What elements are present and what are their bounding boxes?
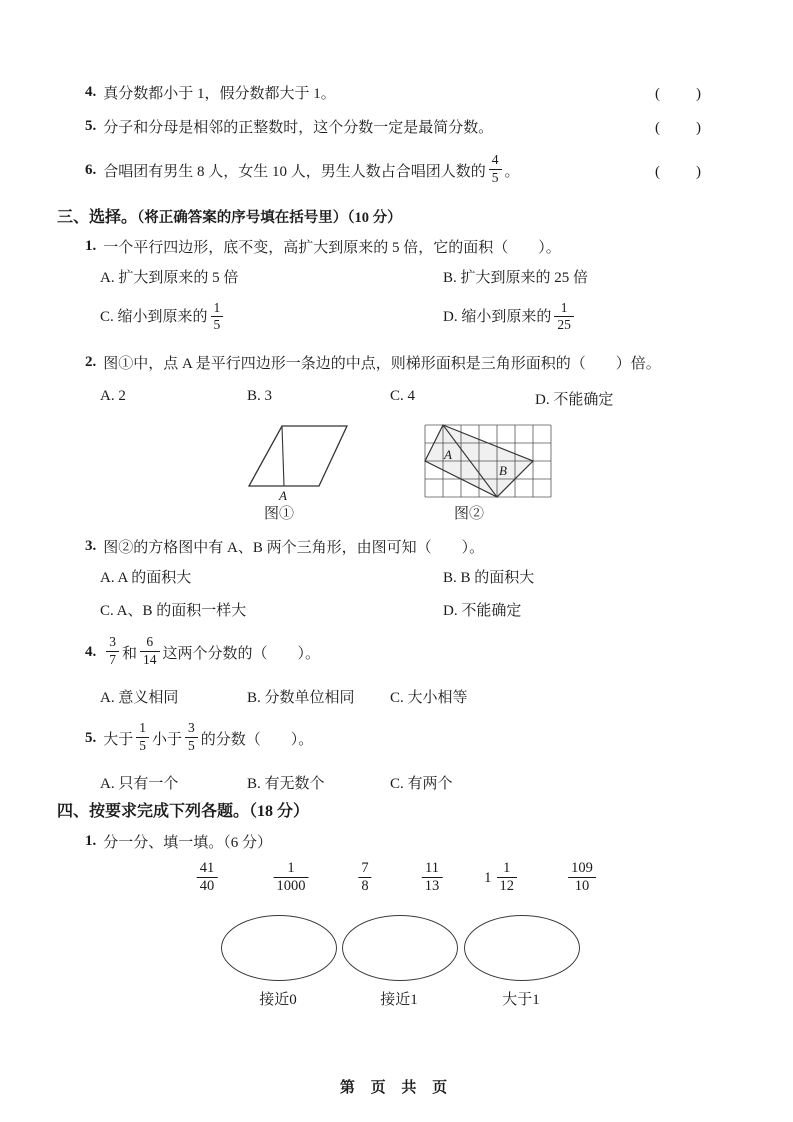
question-number: 1. [85,833,97,849]
triangle-a-label: A [444,447,452,462]
question-text-end: 的分数（ ）。 [200,731,314,748]
fraction-numerator: 41 [199,860,215,876]
option-text: D. 缩小到原来的 [443,309,552,326]
point-a-label: A [279,488,287,502]
fraction-denominator: 1000 [274,877,309,894]
figure-2-caption: 图② [454,506,485,522]
question-number: 5. [85,118,97,134]
question-text-pre: 大于 [103,731,134,748]
q2-option-b: B. 3 [247,388,273,404]
judge-item-5 [85,116,703,137]
question-number: 4. [85,643,97,660]
section-3-note: （将正确答案的序号填在括号里）（10 分） [137,210,402,226]
bin-label-near-1: 接近1 [380,992,418,1008]
question-text: 合唱团有男生 8 人，女生 10 人，男生人数占合唱团人数的 [103,163,486,180]
fraction-denominator: 12 [497,877,518,894]
fraction-numerator: 3 [109,634,116,650]
answer-bracket: ( ) [655,120,703,136]
sort-fraction-11-13 [419,862,446,895]
fraction-numerator: 6 [146,634,154,650]
q3-option-d: D. 不能确定 [443,603,522,619]
question-number: 6. [85,161,97,178]
q4-option-a: A. 意义相同 [100,690,179,706]
fraction-denominator: 14 [140,651,160,667]
fraction-1-25 [554,301,574,332]
mixed-number-whole: 1 [484,870,492,887]
figure-1-parallelogram [245,422,351,502]
bin-ellipse-greater-1 [464,915,580,981]
q2-option-a: A. 2 [100,388,126,404]
question-text: 图②的方格图中有 A、B 两个三角形，由图可知（ ）。 [103,540,485,556]
question-text-mid: 和 [122,645,138,662]
choice-q5 [85,718,313,758]
question-number: 1. [85,238,97,254]
fraction-numerator: 4 [491,152,499,168]
fraction-denominator: 5 [185,737,198,753]
judge-item-6 [85,150,703,190]
fraction-denominator: 8 [358,877,371,894]
question-text: 一个平行四边形，底不变，高扩大到原来的 5 倍，它的面积（ ）。 [103,240,561,256]
q2-option-d: D. 不能确定 [535,392,614,408]
q1-option-c [100,302,226,333]
sort-fraction-1-and-1-12 [484,862,520,895]
option-text: C. 缩小到原来的 [100,309,208,326]
parallelogram-shape [249,426,347,486]
q2-option-c: C. 4 [390,388,416,404]
fraction-6-14 [140,635,160,666]
q1-option-b: B. 扩大到原来的 25 倍 [443,270,589,286]
q5-option-c: C. 有两个 [390,776,453,792]
figure-2-grid-triangles [424,424,552,498]
midpoint-line [282,426,284,486]
fraction-denominator: 25 [554,316,574,332]
bin-label-greater-1: 大于1 [502,992,540,1008]
fraction-denominator: 10 [568,877,596,894]
q4-option-c: C. 大小相等 [390,690,468,706]
fraction-denominator: 13 [422,877,443,894]
triangle-b-label: B [499,463,507,478]
sort-fraction-7-8 [355,862,374,895]
question-text: 分一分、填一填。（6 分） [103,835,273,851]
fraction-1-5 [211,301,224,332]
task-q1 [85,831,272,852]
fraction-numerator: 1 [287,860,295,876]
fraction-denominator: 5 [489,169,502,185]
q3-option-c: C. A、B 的面积一样大 [100,603,247,619]
fractions-row [0,862,793,908]
section-3-heading [57,204,402,227]
question-text: 真分数都小于 1，假分数都大于 1。 [103,86,336,102]
sort-fraction-109-10 [565,862,599,895]
sort-fraction-1-1000 [271,862,312,895]
fraction-3-7 [106,635,119,666]
fraction-denominator: 40 [197,877,218,894]
q1-option-a: A. 扩大到原来的 5 倍 [100,270,239,286]
q1-option-d [443,302,577,333]
fraction-denominator: 7 [106,651,119,667]
choice-q4 [85,632,320,672]
q5-option-a: A. 只有一个 [100,776,179,792]
question-text-end: 这两个分数的（ ）。 [162,645,321,662]
choice-q2 [85,352,661,373]
bin-ellipse-near-1 [342,915,458,981]
answer-bracket: ( ) [655,163,703,180]
q4-option-b: B. 分数单位相同 [247,690,355,706]
question-text-mid: 小于 [152,731,183,748]
question-number: 3. [85,538,97,554]
question-text-end: 。 [504,163,520,180]
fraction-denominator: 5 [211,316,224,332]
fraction-numerator: 1 [560,300,568,315]
question-text: 分子和分母是相邻的正整数时，这个分数一定是最简分数。 [103,120,494,136]
fraction-3-5 [185,721,198,752]
q5-option-b: B. 有无数个 [247,776,325,792]
question-number: 5. [85,729,97,746]
sort-fraction-41-40 [194,862,221,895]
q3-option-b: B. B 的面积大 [443,570,535,586]
answer-bracket: ( ) [655,86,703,102]
section-3-title: 三、选择。 [57,209,138,226]
fraction-numerator: 7 [361,860,369,876]
choice-q3 [85,536,484,557]
fraction-denominator: 5 [136,737,149,753]
fraction-numerator: 1 [213,300,221,315]
section-4-heading: 四、按要求完成下列各题。（18 分） [57,803,310,820]
q3-option-a: A. A 的面积大 [100,570,192,586]
figure-1-caption: 图① [264,506,295,522]
judge-item-4 [85,82,703,103]
question-text: 图①中，点 A 是平行四边形一条边的中点，则梯形面积是三角形面积的（ ）倍。 [103,356,661,372]
fraction-4-5 [489,153,502,184]
question-number: 4. [85,84,97,100]
fraction-1-5 [136,721,149,752]
question-number: 2. [85,354,97,370]
fraction-numerator: 1 [503,860,511,876]
choice-q1 [85,236,561,257]
fraction-numerator: 1 [139,720,147,736]
bin-label-near-0: 接近0 [259,992,297,1008]
fraction-numerator: 109 [571,860,593,876]
bin-ellipse-near-0 [221,915,337,981]
fraction-numerator: 3 [188,720,195,736]
page-footer: 第 页 共 页 [339,1080,454,1096]
fraction-numerator: 11 [425,860,439,876]
